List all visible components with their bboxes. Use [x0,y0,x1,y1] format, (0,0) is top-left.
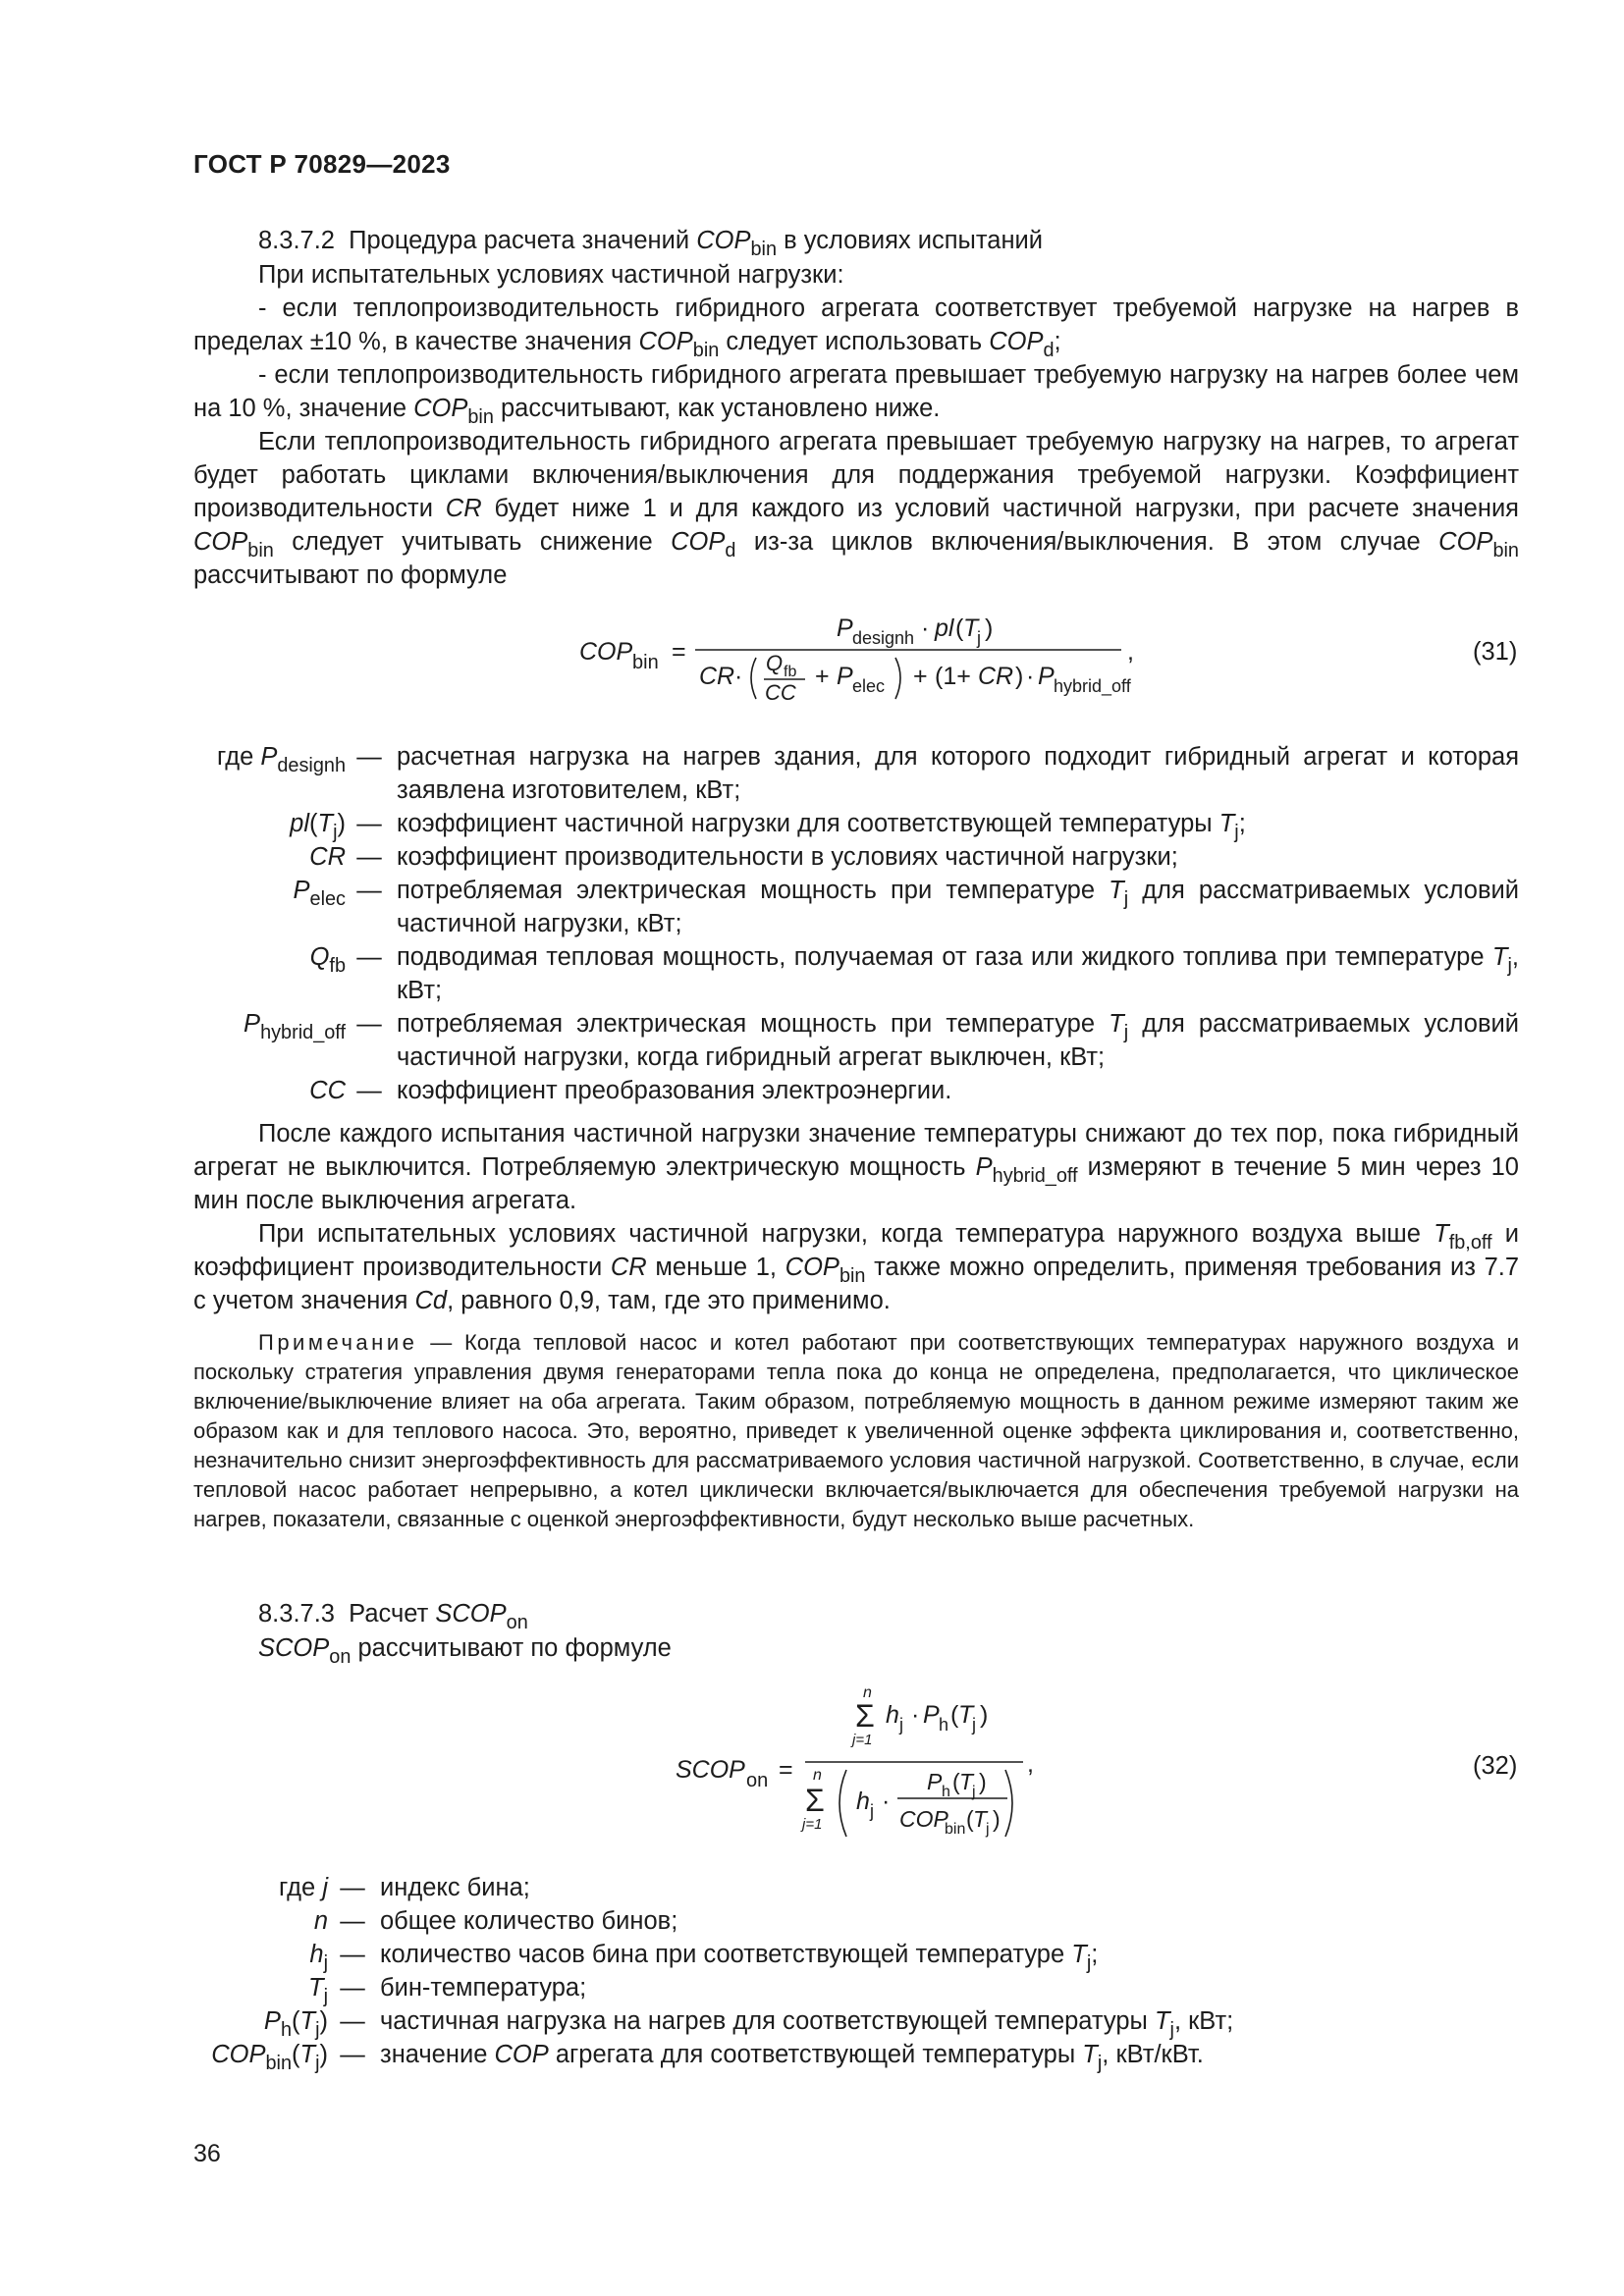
svg-text:+: + [913,663,928,690]
note-block: Примечание — Когда тепловой насос и котел работают при соответствующих температурах наружного воздуха и поскольку стратегия управления двумя генераторами тепла пока до конца не определена, предполагается, что циклическое включение/выключение влияет на оба агрегата. Таким образом, потребляемую мощность в данном режиме измеряют таким же образом как и для теплового насоса. Это, вероятно, приведет к увеличенной оценке эффекта циклирования и, соответственно, незначительно снизит энергоэффективность для рассматриваемого условия частичной нагрузкой. Соответственно, в случае, если тепловой насос работает непрерывно, а котел циклически включается/выключается для обеспечения требуемой нагрузки на нагрев, показатели, связанные с оценкой энергоэффективности, будут несколько выше расчетных. [193,1330,1519,1531]
section-heading-8-3-7-3: 8.3.7.3 Расчет $SCOP_{on}$ [258,1600,528,1633]
definition-p-designh: где $P_{designh}$ — расчетная нагрузка на нагрев здания, для которого подходит гибридный агрегат и которая заявлена изготовителем, кВт; [217,743,1519,804]
eq31-right-paren [895,658,900,699]
svg-text:n: n [863,1684,872,1701]
paragraph-bullet-1: - если теплопроизводительность гибридного агрегата соответствует требуемой нагрузке на нагрев в пределах ±10 %, в качестве значения $COP_{bin}$ следует использовать $COP_d$; [193,294,1519,361]
svg-text:P: P [1038,663,1055,690]
svg-text:·: · [1026,663,1035,690]
svg-text:hybrid_off: hybrid_off [1054,676,1131,696]
svg-text:(1+: (1+ [935,663,971,690]
equation-31 [550,601,1178,714]
svg-text:T: T [973,1806,988,1832]
eq32-den-sigma: Σ [805,1783,825,1818]
svg-text:j: j [977,628,981,648]
svg-text:pl: pl [935,614,954,642]
svg-text:h: h [886,1701,899,1729]
svg-text:): ) [979,1769,987,1794]
definition-cc: CC — коэффициент преобразования электроэнергии. [309,1077,952,1104]
svg-text:=: = [672,638,686,666]
svg-text:CR: CR [978,663,1014,690]
svg-text:P: P [923,1701,940,1729]
definition-j: где j — индекс бина; [279,1874,530,1901]
svg-text:h: h [939,1715,949,1735]
svg-text:(: ( [966,1806,974,1832]
svg-text:CR: CR [699,663,735,690]
page-number: 36 [193,2140,221,2167]
svg-text:h: h [856,1788,870,1815]
svg-text:,: , [1127,638,1134,666]
eq32-right-paren [1005,1770,1012,1837]
svg-text:·: · [921,614,930,642]
svg-text:j: j [899,1715,903,1735]
paragraph-after-test: После каждого испытания частичной нагрузки значение температуры снижают до тех пор, пока гибридный агрегат не выключится. Потребляемую электрическую мощность $P_{hybrid\_off}$ измеряют в течение 5 мин через 10 мин после выключения агрегата. [193,1120,1519,1214]
svg-text:): ) [993,1806,1001,1832]
svg-text:P: P [927,1769,943,1794]
definition-tj: $T_j$ — бин-температура; [308,1974,587,2007]
svg-text:=: = [779,1756,793,1784]
svg-text:j=1: j=1 [852,1732,873,1748]
definition-p-elec: $P_{elec}$ — потребляемая электрическая мощность при температуре $T_j$ для рассматриваемых условий частичной нагрузки, кВт; [293,877,1519,937]
svg-text:,: , [1027,1750,1034,1778]
svg-text:fb: fb [784,664,797,680]
svg-text:): ) [985,614,994,642]
svg-text:): ) [980,1701,989,1729]
definition-n: n — общее количество бинов; [313,1907,678,1935]
svg-text:h: h [942,1784,950,1800]
svg-text:+: + [815,663,830,690]
svg-text:·: · [911,1701,920,1729]
svg-text:COP: COP [899,1806,948,1832]
definition-cr: CR — коэффициент производительности в условиях частичной нагрузки; [309,843,1178,871]
svg-text:): ) [1015,663,1024,690]
paragraph-cycling: Если теплопроизводительность гибридного агрегата превышает требуемую нагрузку на нагрев, то агрегат будет работать циклами включения/выключения для поддержания требуемой нагрузки. Коэффициент производительности CR будет ниже 1 и для каждого из условий частичной нагрузки, при расчете значения $COP_{bin}$ следует учитывать снижение $COP_d$ из-за циклов включения/выключения. В этом случае $COP_{bin}$ рассчитывают по формуле [193,428,1519,589]
eq32-left-paren [839,1770,846,1837]
svg-text:designh: designh [852,628,915,648]
svg-text:j: j [972,1784,976,1800]
paragraph-cd: При испытательных условиях частичной нагрузки, когда температура наружного воздуха выше $T_{fb,off}$ и коэффициент производительности CR меньше 1, $COP_{bin}$ также можно определить, применяя требования из 7.7 с учетом значения Cd, равного 0,9, там, где это применимо. [193,1220,1520,1314]
eq31-bin-sub: bin [632,652,659,673]
eq32-num-sigma: Σ [855,1698,875,1734]
svg-text:elec: elec [852,676,886,696]
svg-text:P: P [837,614,853,642]
svg-text:P: P [837,663,853,690]
definition-copbin-tj: $COP_{bin}(T_j)$ — значение COP агрегата для соответствующей температуры $T_j$, кВт/кВт. [211,2041,1204,2074]
svg-text:bin: bin [945,1821,966,1838]
svg-text:Q: Q [766,651,784,675]
equation-32 [668,1683,1100,1860]
paragraph-scop-intro: $SCOP_{on}$ рассчитывают по формуле [258,1634,672,1668]
definition-ph-tj: $P_h(T_j)$ — частичная нагрузка на нагрев для соответствующей температуры $T_j$, кВт; [263,2007,1234,2041]
svg-text:·: · [734,663,743,690]
svg-text:(: ( [950,1701,959,1729]
svg-text:j: j [972,1715,976,1735]
paragraph-bullet-2: - если теплопроизводительность гибридного агрегата превышает требуемую нагрузку на нагрев более чем на 10 %, значение $COP_{bin}$ рассчитывают, как установлено ниже. [193,361,1519,428]
svg-text:on: on [746,1770,769,1791]
svg-text:j: j [986,1821,990,1838]
svg-text:n: n [813,1767,822,1784]
document-header: ГОСТ Р 70829—2023 [193,149,451,179]
definition-hj: $h_j$ — количество часов бина при соответствующей температуре $T_j$; [309,1941,1099,1974]
definition-pl-tj: $pl(T_j)$ — коэффициент частичной нагрузки для соответствующей температуры $T_j$; [290,810,1246,843]
svg-text:(: ( [952,1769,960,1794]
equation-31-number: (31) [1473,638,1518,666]
svg-text:j=1: j=1 [802,1816,823,1833]
svg-text:T: T [959,1769,974,1794]
eq31-left-paren [751,658,756,699]
eq31-cop: COP [579,638,633,666]
equation-32-number: (32) [1473,1752,1518,1780]
svg-text:SCOP: SCOP [676,1756,745,1784]
section-heading-8-3-7-2: 8.3.7.2 Процедура расчета значений $COP_{bin}$ в условиях испытаний [258,227,1044,260]
svg-text:(: ( [955,614,964,642]
paragraph-intro: При испытательных условиях частичной нагрузки: [258,261,844,289]
definition-p-hybrid-off: $P_{hybrid\_off}$ — потребляемая электрическая мощность при температуре $T_j$ для рассматриваемых условий частичной нагрузки, когда гибридный агрегат выключен, кВт; [244,1010,1519,1071]
svg-text:T: T [958,1701,974,1729]
note-label: Примечание [258,1330,418,1355]
svg-text:CC: CC [765,680,796,705]
svg-text:T: T [963,614,979,642]
definition-q-fb: $Q_{fb}$ — подводимая тепловая мощность, получаемая от газа или жидкого топлива при температуре $T_j$, кВт; [309,943,1520,1004]
svg-text:j: j [870,1801,874,1821]
svg-text:·: · [882,1788,891,1815]
